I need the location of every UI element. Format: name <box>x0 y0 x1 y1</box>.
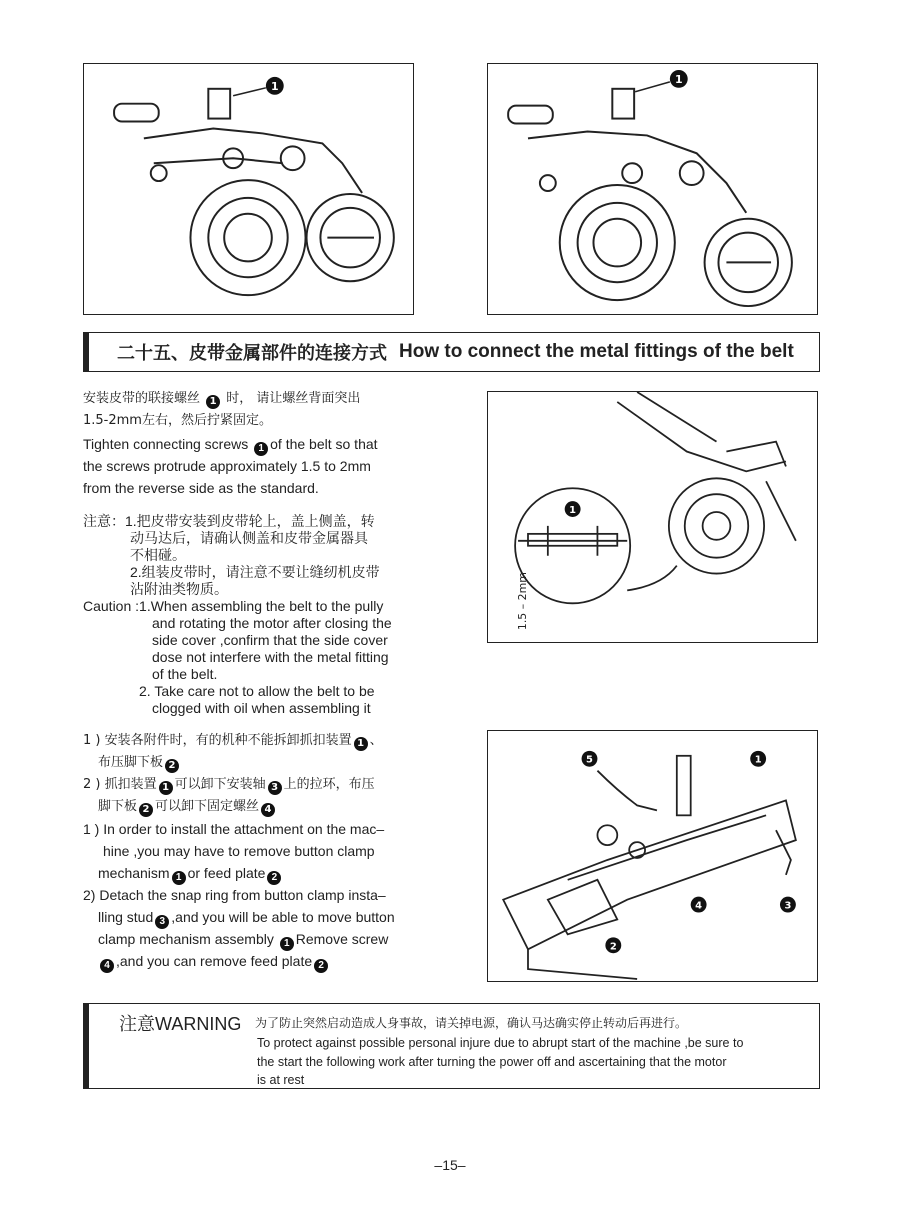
steps-en3b: or feed plate <box>187 865 266 881</box>
steps-en-5 <box>98 906 395 929</box>
steps-cn3c: 上的拉环，布压 <box>283 777 375 792</box>
caution-en-3: side cover ,confirm that the side cover <box>152 632 388 648</box>
figure-belt-screws <box>487 391 818 643</box>
steps-en-7 <box>98 950 330 973</box>
warning-en <box>257 1034 743 1090</box>
warning-en-3: is at rest <box>257 1073 305 1087</box>
steps-cn-1 <box>83 730 383 752</box>
callout-4: 4 <box>695 900 703 912</box>
belt-fitting-drawing-right <box>488 64 817 314</box>
steps-en-4: 2) Detach the snap ring from button clamp insta– <box>83 887 386 903</box>
steps-en-6 <box>98 928 388 951</box>
callout-1-icon: 1 <box>159 781 173 795</box>
callout-1-icon: 1 <box>254 442 268 456</box>
callout-3-icon: 3 <box>155 915 169 929</box>
button-clamp-drawing <box>488 731 817 981</box>
dimension-label: 1.5 – 2mm <box>516 572 530 631</box>
intro-cn-line-1 <box>83 388 360 410</box>
intro-cn1a: 安装皮带的联接螺丝 <box>83 391 201 406</box>
heading-cn: 二十五、皮带金属部件的连接方式 <box>117 343 387 364</box>
figure-attachment <box>487 730 818 982</box>
intro-en1a: Tighten connecting screws <box>83 436 249 452</box>
steps-cn3b: 可以卸下安装轴 <box>174 777 266 792</box>
intro-en-line-3: from the reverse side as the standard. <box>83 480 319 496</box>
steps-en-3 <box>98 862 283 885</box>
callout-1-icon: 1 <box>172 871 186 885</box>
callout-2-icon: 2 <box>314 959 328 973</box>
section-heading <box>83 332 820 372</box>
steps-en3a: mechanism <box>98 865 170 881</box>
figure-top-right <box>487 63 818 315</box>
caution-en-6: 2. Take care not to allow the belt to be <box>139 683 375 699</box>
callout-1: 1 <box>674 72 683 86</box>
caution-en-7: clogged with oil when assembling it <box>152 700 371 716</box>
callout-2-icon: 2 <box>139 803 153 817</box>
warning-title: 注意WARNING <box>119 1014 242 1034</box>
steps-en5a: lling stud <box>98 909 154 925</box>
caution-cn-1: 注意：1.把皮带安装到皮带轮上，盖上侧盖，转 <box>83 513 375 529</box>
intro-en-line-2: the screws protrude approximately 1.5 to 2mm <box>83 458 371 474</box>
steps-cn4a: 脚下板 <box>98 799 138 814</box>
callout-3-icon: 3 <box>268 781 282 795</box>
warning-box <box>83 1003 820 1089</box>
page-number: –15– <box>434 1157 466 1173</box>
steps-en6b: Remove screw <box>295 931 389 947</box>
callout-1-icon: 1 <box>280 937 294 951</box>
callout-1-icon: 1 <box>206 395 220 409</box>
warning-en-2: the start the following work after turning the power off and ascertaining that the motor <box>257 1054 727 1069</box>
steps-cn3a: 2 ) 抓扣装置 <box>83 777 157 792</box>
caution-cn-4: 2.组装皮带时，请注意不要让缝纫机皮带 <box>130 564 380 580</box>
figure-top-left <box>83 63 414 315</box>
intro-en1b: of the belt so that <box>270 436 378 452</box>
callout-2-icon: 2 <box>165 759 179 773</box>
steps-cn4b: 可以卸下固定螺丝 <box>155 799 260 814</box>
callout-2-icon: 2 <box>267 871 281 885</box>
warning-en-1: To protect against possible personal injure due to abrupt start of the machine ,be sure to <box>257 1036 744 1050</box>
steps-en-2: hine ,you may have to remove button clamp <box>103 843 375 859</box>
steps-en5b: ,and you will be able to move button <box>171 909 395 925</box>
steps-cn-2 <box>98 752 181 774</box>
caution-cn-5: 沾附油类物质。 <box>130 581 228 597</box>
belt-screw-drawing <box>488 392 817 642</box>
steps-cn-4 <box>98 796 277 818</box>
callout-2: 2 <box>609 941 617 953</box>
caution-cn-3: 不相碰。 <box>130 547 186 563</box>
steps-en6a: clamp mechanism assembly <box>98 931 274 947</box>
caution-en-2: and rotating the motor after closing the <box>152 615 392 631</box>
steps-cn1b: 、 <box>369 733 383 748</box>
callout-4-icon: 4 <box>100 959 114 973</box>
steps-cn-3 <box>83 774 375 796</box>
caution-cn-2: 动马达后，请确认侧盖和皮带金属器具 <box>130 530 368 546</box>
caution-en-5: of the belt. <box>152 666 218 682</box>
callout-1: 1 <box>569 505 577 517</box>
steps-en-1: 1 ) In order to install the attachment on the mac– <box>83 821 385 837</box>
caution-en-1: Caution :1.When assembling the belt to the pully <box>83 598 384 614</box>
callout-1: 1 <box>754 754 762 766</box>
belt-fitting-drawing-left <box>84 64 413 314</box>
intro-cn1b: 时， 请让螺丝背面突出 <box>226 391 361 406</box>
callout-4-icon: 4 <box>261 803 275 817</box>
callout-1-icon: 1 <box>354 737 368 751</box>
callout-1: 1 <box>270 79 279 93</box>
steps-en7a: ,and you can remove feed plate <box>116 953 313 969</box>
steps-cn1a: 1 ) 安装各附件时，有的机种不能拆卸抓扣装置 <box>83 733 352 748</box>
warning-cn: 为了防止突然启动造成人身事故，请关掉电源，确认马达确实停止转动后再进行。 <box>255 1016 688 1030</box>
intro-cn-line-2: 1.5-2mm左右，然后拧紧固定。 <box>83 413 272 428</box>
callout-5: 5 <box>586 754 593 766</box>
intro-en-line-1 <box>83 433 378 456</box>
steps-cn2: 布压脚下板 <box>98 755 164 770</box>
caution-en-4: dose not interfere with the metal fitting <box>152 649 389 665</box>
heading-en: How to connect the metal fittings of the belt <box>399 341 794 362</box>
callout-3: 3 <box>784 900 792 912</box>
